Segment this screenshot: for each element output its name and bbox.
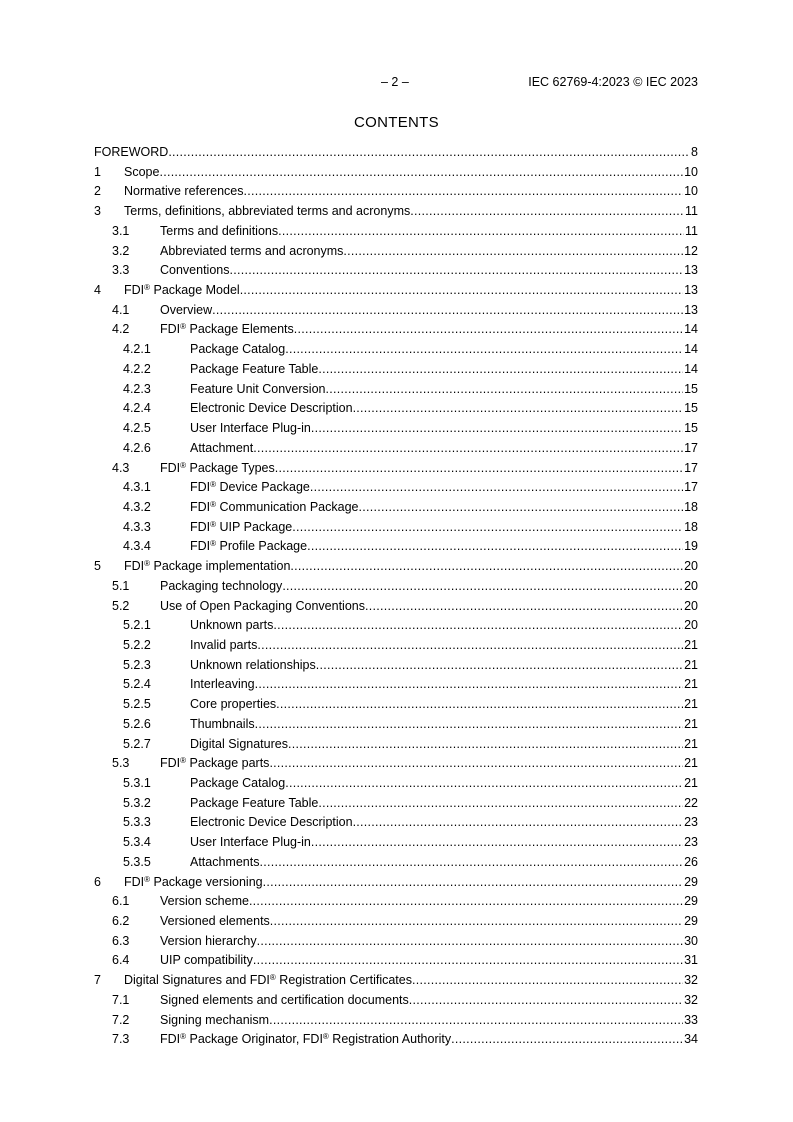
toc-entry-page: 11	[685, 223, 698, 238]
toc-entry-page: 14	[684, 342, 698, 357]
toc-entry-title: Overview	[160, 302, 213, 317]
toc-entry[interactable]	[94, 242, 698, 262]
toc-entry-number: 5.3.4	[123, 835, 151, 850]
toc-entry-number: 1	[94, 164, 101, 179]
toc-entry-number: 4.3.2	[123, 499, 151, 514]
toc-entry-page: 21	[684, 756, 698, 771]
toc-entry[interactable]	[94, 735, 698, 755]
dot-leader	[159, 163, 683, 183]
toc-entry-number: 5.2.2	[123, 637, 151, 652]
toc-entry-title: FOREWORD	[94, 145, 169, 159]
dot-leader	[353, 399, 684, 419]
toc-entry-page: 20	[684, 578, 698, 593]
toc-entry-page: 32	[684, 992, 698, 1007]
toc-entry[interactable]	[94, 537, 698, 557]
toc-entry-title: Attachments	[190, 854, 260, 869]
dot-leader	[318, 794, 683, 814]
toc-entry-title: Version scheme	[160, 894, 249, 909]
toc-entry-title: Unknown relationships	[190, 657, 316, 672]
toc-entry-number: 5.2.3	[123, 657, 151, 672]
toc-entry-page: 20	[684, 618, 698, 633]
toc-entry-title: Electronic Device Description	[190, 401, 353, 416]
dot-leader	[294, 320, 683, 340]
toc-entry-number: 5.2.6	[123, 716, 151, 731]
toc-entry-number: 5.3.2	[123, 795, 151, 810]
toc-entry[interactable]	[94, 577, 698, 597]
toc-entry[interactable]	[94, 892, 698, 912]
toc-entry-page: 21	[684, 776, 698, 790]
dot-leader	[269, 1011, 683, 1031]
toc-entry[interactable]	[94, 597, 698, 617]
toc-entry[interactable]	[94, 833, 698, 853]
toc-entry-page: 15	[684, 381, 698, 396]
toc-entry-title: FDI® Package Model	[124, 283, 240, 298]
toc-entry-title: Digital Signatures and FDI® Registration Certificates	[124, 973, 412, 988]
dot-leader	[263, 873, 683, 893]
dot-leader	[270, 912, 683, 932]
toc-entry-title: Versioned elements	[160, 914, 270, 929]
toc-entry-title: FDI® UIP Package	[190, 519, 293, 534]
toc-entry-page: 18	[684, 499, 698, 514]
dot-leader	[365, 597, 683, 617]
toc-entry-number: 5.3.1	[123, 776, 151, 790]
toc-entry[interactable]	[94, 715, 698, 735]
toc-entry-number: 3.2	[112, 243, 130, 258]
toc-entry-title: Package Catalog	[190, 342, 286, 357]
dot-leader	[212, 301, 683, 321]
toc-entry[interactable]	[94, 163, 698, 183]
toc-entry-number: 5.2.7	[123, 736, 151, 751]
toc-entry-number: 7	[94, 973, 101, 988]
toc-entry-title: Package Feature Table	[190, 361, 319, 376]
dot-leader	[410, 202, 684, 222]
toc-entry-number: 2	[94, 184, 101, 199]
toc-entry[interactable]	[94, 813, 698, 833]
toc-entry-number: 5.2.4	[123, 677, 151, 692]
toc-entry-page: 17	[684, 480, 698, 495]
toc-entry-title: Terms and definitions	[160, 223, 279, 238]
toc-entry[interactable]	[94, 951, 698, 971]
toc-entry-title: Attachment	[190, 440, 254, 455]
toc-entry[interactable]	[94, 340, 698, 360]
dot-leader	[259, 853, 683, 873]
toc-entry-title: Abbreviated terms and acronyms	[160, 243, 344, 258]
toc-entry-page: 17	[684, 440, 698, 455]
toc-entry-number: 4.3.1	[123, 480, 151, 495]
toc-entry[interactable]	[94, 971, 698, 991]
toc-entry[interactable]	[94, 478, 698, 498]
toc-entry-page: 29	[684, 894, 698, 909]
toc-entry-number: 4.2.5	[123, 421, 151, 436]
dot-leader	[240, 281, 683, 301]
toc-entry-title: User Interface Plug-in	[190, 421, 311, 436]
dot-leader	[168, 143, 690, 163]
toc-entry-number: 5.3.5	[123, 854, 151, 869]
toc-entry-page: 23	[684, 835, 698, 850]
toc-entry-title: FDI® Profile Package	[190, 539, 308, 554]
toc-entry-number: 5.3	[112, 756, 130, 771]
dot-leader	[311, 833, 683, 853]
toc-entry-title: FDI® Package Types	[160, 460, 275, 475]
toc-entry-number: 3	[94, 204, 101, 219]
dot-leader	[307, 537, 683, 557]
toc-entry[interactable]	[94, 320, 698, 340]
dot-leader	[275, 459, 683, 479]
toc-entry-page: 21	[684, 697, 698, 712]
dot-leader	[282, 577, 683, 597]
toc-entry-number: 5.2.1	[123, 618, 151, 633]
toc-entry[interactable]	[94, 459, 698, 479]
dot-leader	[255, 675, 683, 695]
toc-entry-page: 31	[684, 953, 698, 968]
dot-leader	[269, 754, 683, 774]
toc-entry-number: 4.2.3	[123, 381, 151, 396]
dot-leader	[276, 695, 683, 715]
dot-leader	[409, 991, 683, 1011]
toc-entry[interactable]	[94, 557, 698, 577]
dot-leader	[310, 478, 683, 498]
dot-leader	[451, 1030, 683, 1050]
toc-entry-title: Signing mechanism	[160, 1012, 270, 1027]
toc-entry-page: 34	[684, 1032, 698, 1047]
toc-entry[interactable]	[94, 281, 698, 301]
toc-entry-page: 22	[684, 795, 698, 810]
toc-entry-title: Signed elements and certification documents	[160, 992, 409, 1007]
toc-entry[interactable]	[94, 675, 698, 695]
dot-leader	[288, 735, 683, 755]
toc-entry[interactable]	[94, 143, 698, 163]
toc-entry-number: 4.2.1	[123, 342, 151, 357]
standard-reference: IEC 62769-4:2023 © IEC 2023	[528, 75, 698, 89]
toc-entry-title: Unknown parts	[190, 618, 274, 633]
dot-leader	[290, 557, 683, 577]
toc-entry-page: 12	[684, 243, 698, 258]
toc-entry-title: Conventions	[160, 263, 230, 278]
toc-entry-page: 10	[684, 164, 698, 179]
toc-entry-page: 13	[684, 302, 698, 317]
toc-entry-page: 29	[684, 874, 698, 889]
toc-entry-number: 7.1	[112, 992, 130, 1007]
toc-entry-number: 4.2.2	[123, 361, 151, 376]
toc-entry-page: 15	[684, 401, 698, 416]
toc-entry-title: Core properties	[190, 697, 277, 712]
toc-entry-number: 4.1	[112, 302, 130, 317]
toc-entry[interactable]	[94, 380, 698, 400]
toc-entry[interactable]	[94, 439, 698, 459]
toc-entry[interactable]	[94, 261, 698, 281]
toc-entry-title: Invalid parts	[190, 637, 258, 652]
toc-entry[interactable]	[94, 399, 698, 419]
toc-entry[interactable]	[94, 301, 698, 321]
toc-entry-title: FDI® Package versioning	[124, 874, 263, 889]
toc-entry[interactable]	[94, 182, 698, 202]
toc-entry-page: 33	[684, 1012, 698, 1027]
toc-entry-title: FDI® Device Package	[190, 480, 310, 495]
dot-leader	[316, 656, 683, 676]
dot-leader	[285, 340, 683, 360]
toc-entry-number: 4.2.4	[123, 401, 151, 416]
toc-entry-number: 4.3.3	[123, 519, 151, 534]
dot-leader	[257, 636, 683, 656]
toc-entry-page: 8	[691, 145, 698, 159]
dot-leader	[353, 813, 684, 833]
toc-entry[interactable]	[94, 754, 698, 774]
toc-entry-title: Packaging technology	[160, 578, 283, 593]
toc-entry-number: 7.2	[112, 1012, 130, 1027]
toc-entry-title: Terms, definitions, abbreviated terms and acronyms	[124, 204, 411, 219]
dot-leader	[343, 242, 683, 262]
dot-leader	[253, 951, 683, 971]
toc-entry-page: 21	[684, 736, 698, 751]
toc-entry-number: 6.3	[112, 933, 130, 948]
dot-leader	[292, 518, 683, 538]
toc-entry-number: 4.2	[112, 322, 130, 337]
toc-entry-number: 5.2	[112, 598, 130, 613]
dot-leader	[273, 616, 683, 636]
toc-entry-number: 5.3.3	[123, 815, 151, 830]
toc-entry-title: FDI® Package parts	[160, 756, 270, 771]
dot-leader	[412, 971, 683, 991]
toc-entry-number: 5.2.5	[123, 697, 151, 712]
toc-entry-number: 5	[94, 559, 101, 574]
dot-leader	[257, 932, 684, 952]
toc-entry-number: 4.3.4	[123, 539, 151, 554]
toc-entry-page: 11	[685, 204, 698, 219]
toc-entry[interactable]	[94, 873, 698, 893]
toc-entry-page: 21	[684, 657, 698, 672]
toc-entry-page: 14	[684, 361, 698, 376]
toc-entry-title: FDI® Communication Package	[190, 499, 359, 514]
toc-entry-page: 30	[684, 933, 698, 948]
dot-leader	[325, 380, 683, 400]
toc-entry-number: 4.2.6	[123, 440, 151, 455]
toc-entry-number: 6.1	[112, 894, 130, 909]
toc-entry-number: 6	[94, 874, 101, 889]
toc-entry[interactable]	[94, 912, 698, 932]
toc-entry-page: 32	[684, 973, 698, 988]
toc-entry[interactable]	[94, 360, 698, 380]
toc-entry-number: 3.1	[112, 223, 130, 238]
dot-leader	[358, 498, 683, 518]
dot-leader	[253, 439, 683, 459]
toc-entry-title: UIP compatibility	[160, 953, 253, 968]
dot-leader	[249, 892, 683, 912]
toc-entry-number: 3.3	[112, 263, 130, 278]
toc-entry-title: Use of Open Packaging Conventions	[160, 598, 365, 613]
toc-entry-number: 7.3	[112, 1032, 130, 1047]
toc-entry-page: 19	[684, 539, 698, 554]
dot-leader	[278, 222, 684, 242]
toc-entry[interactable]	[94, 616, 698, 636]
toc-entry-page: 15	[684, 421, 698, 436]
toc-entry[interactable]	[94, 794, 698, 814]
toc-entry-title: Feature Unit Conversion	[190, 381, 326, 396]
toc-entry-page: 26	[684, 854, 698, 869]
dot-leader	[244, 182, 684, 202]
toc-entry-title: Thumbnails	[190, 716, 255, 731]
toc-entry-page: 20	[684, 598, 698, 613]
toc-entry-page: 13	[684, 283, 698, 298]
toc-entry-title: Normative references	[124, 184, 244, 199]
dot-leader	[318, 360, 683, 380]
toc-entry-page: 23	[684, 815, 698, 830]
page-number: – 2 –	[381, 75, 409, 89]
toc-entry-page: 20	[684, 559, 698, 574]
table-of-contents	[94, 143, 698, 1050]
toc-entry[interactable]	[94, 202, 698, 222]
toc-entry[interactable]	[94, 222, 698, 242]
toc-entry[interactable]	[94, 1030, 698, 1050]
toc-entry-number: 4	[94, 283, 101, 298]
toc-entry[interactable]	[94, 419, 698, 439]
toc-entry-title: User Interface Plug-in	[190, 835, 311, 850]
dot-leader	[255, 715, 683, 735]
toc-entry[interactable]	[94, 774, 698, 794]
dot-leader	[285, 774, 683, 794]
toc-entry-page: 10	[684, 184, 698, 199]
toc-entry-page: 21	[684, 677, 698, 692]
toc-entry-page: 14	[684, 322, 698, 337]
toc-entry[interactable]	[94, 636, 698, 656]
toc-entry-page: 29	[684, 914, 698, 929]
toc-entry-number: 6.4	[112, 953, 130, 968]
toc-entry[interactable]	[94, 518, 698, 538]
toc-entry-title: Package Feature Table	[190, 795, 319, 810]
dot-leader	[311, 419, 683, 439]
toc-entry-title: Version hierarchy	[160, 933, 257, 948]
toc-entry-page: 21	[684, 637, 698, 652]
page-title: CONTENTS	[354, 114, 439, 131]
toc-entry[interactable]	[94, 853, 698, 873]
toc-entry-page: 13	[684, 263, 698, 278]
toc-entry-title: Interleaving	[190, 677, 255, 692]
toc-entry[interactable]	[94, 991, 698, 1011]
toc-entry-page: 18	[684, 519, 698, 534]
toc-entry-title: FDI® Package Originator, FDI® Registration Authority	[160, 1032, 452, 1047]
toc-entry-title: Electronic Device Description	[190, 815, 353, 830]
toc-entry-title: Package Catalog	[190, 776, 286, 790]
dot-leader	[230, 261, 684, 281]
toc-entry-title: Digital Signatures	[190, 736, 288, 751]
toc-entry[interactable]	[94, 656, 698, 676]
toc-entry-number: 6.2	[112, 914, 130, 929]
toc-entry-number: 5.1	[112, 578, 130, 593]
toc-entry-page: 17	[684, 460, 698, 475]
toc-entry-title: FDI® Package Elements	[160, 322, 294, 337]
toc-entry-title: Scope	[124, 164, 160, 179]
toc-entry-number: 4.3	[112, 460, 130, 475]
toc-entry-title: FDI® Package implementation	[124, 559, 291, 574]
toc-entry[interactable]	[94, 498, 698, 518]
toc-entry[interactable]	[94, 1011, 698, 1031]
toc-entry[interactable]	[94, 932, 698, 952]
toc-entry-page: 21	[684, 716, 698, 731]
toc-entry[interactable]	[94, 695, 698, 715]
